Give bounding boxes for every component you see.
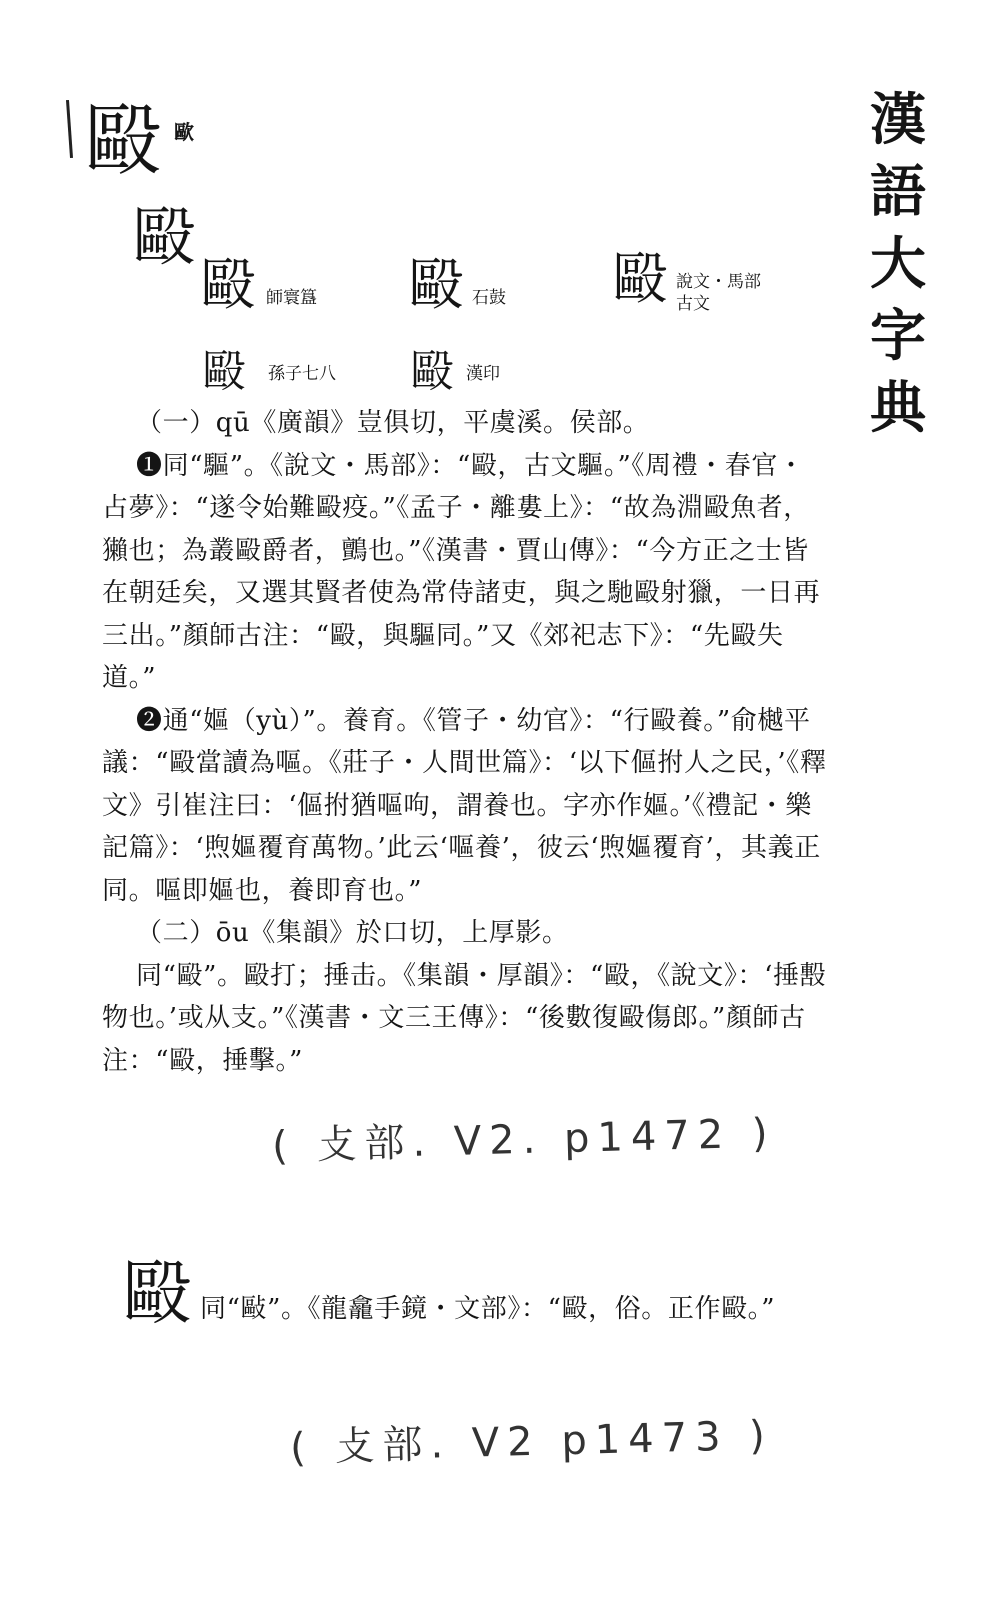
sense-3: 同“毆”。毆打；捶击。《集韻・厚韻》：“毆，《說文》：‘捶毄物也。’或从支。”《漢書・文三王傳》：“後數復毆傷郎。”顏師古注：“毆，捶擊。” (102, 960, 827, 1076)
book-title (858, 84, 938, 444)
reading-2: （二）ōu《集韻》於口切，上厚影。 (136, 918, 569, 948)
form-source: 古文 (676, 294, 710, 314)
margin-mark (66, 100, 73, 158)
form-source: 石鼓 (472, 288, 506, 308)
form-source: 說文・馬部 (676, 272, 761, 292)
book-title-char: 典 (870, 375, 926, 441)
handwritten-note: ( 攴部. V2. p1472 ) (271, 1110, 777, 1170)
book-title-char: 漢 (870, 87, 926, 153)
reading-1: （一）qū《廣韻》豈俱切，平虞溪。侯部。 (136, 408, 650, 438)
book-title-char: 字 (870, 303, 926, 369)
sense-1: ❶同“驅”。《說文・馬部》：“毆，古文驅。”《周禮・春官・占夢》：“遂令始難毆疫。”《孟子・離婁上》：“故為淵毆魚者，獺也；為叢毆爵者，鸇也。”《漢書・賈山傳》：“今方正之士皆在朝廷矣，又選其賢者使為常侍諸吏，與之馳毆射獵，一日再三出。”顏師古注：“毆，與驅同。”又《郊祀志下》：“先毆失道。” (102, 450, 821, 693)
ancient-form: 毆 (410, 346, 454, 397)
headword: 毆 (84, 96, 163, 186)
sense-2: ❷通“嫗（yù）”。養育。《管子・幼官》：“行毆養。”俞樾平議：“毆當讀為嘔。《莊子・人間世篇》：‘以下傴拊人之民，’《釋文》引崔注曰：‘傴拊猶嘔呴，謂養也。字亦作嫗。’《禮記・樂記篇》：‘煦嫗覆育萬物。’此云‘嘔養’，彼云‘煦嫗覆育’，其義正同。嘔即嫗也，養即育也。” (102, 705, 827, 906)
entry2-text: 同“敺”。《龍龕手鏡・文部》：“毆，俗。正作毆。” (200, 1294, 776, 1324)
variant-note: 歐 (174, 120, 194, 144)
form-source: 師寰簋 (266, 288, 317, 308)
ancient-form: 毆 (612, 247, 668, 312)
seal-headword: 毆 (132, 201, 196, 275)
definition-text (102, 402, 830, 1082)
book-title-char: 大 (870, 231, 926, 297)
form-source: 漢印 (466, 364, 500, 384)
ancient-form: 毆 (202, 346, 246, 397)
handwritten-note-2: ( 攴部. V2 p1473 ) (289, 1412, 774, 1472)
ancient-form: 毆 (408, 253, 464, 318)
book-title-char: 語 (870, 159, 926, 225)
headword-2: 毆 (122, 1252, 192, 1334)
ancient-form: 毆 (200, 253, 256, 318)
form-source: 孫子七八 (268, 364, 336, 384)
